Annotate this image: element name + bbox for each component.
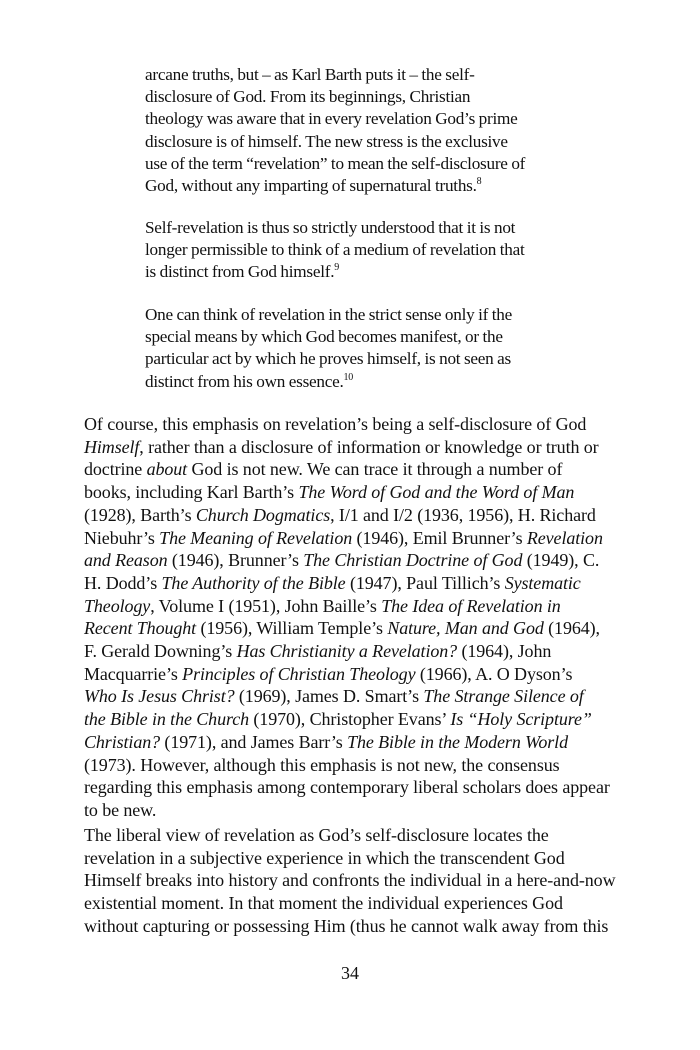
body-line: revelation in a subjective experience in which the transcendent God bbox=[84, 847, 565, 868]
quote-text: distinct from his own essence. bbox=[145, 371, 344, 391]
footnote-marker: 9 bbox=[334, 262, 340, 274]
body-line: Himself breaks into history and confronts the individual in a here-and-now bbox=[84, 870, 616, 891]
book-title-text: Church Dogmatics bbox=[195, 504, 331, 525]
body-paragraph-2 bbox=[84, 824, 644, 938]
body-line: (1973). However, although this emphasis is not new, the consensus bbox=[84, 754, 560, 775]
body-line bbox=[84, 595, 644, 618]
quote-text: God, without any imparting of supernatural truths. bbox=[145, 176, 477, 196]
book-title-text: the Bible in the Church bbox=[84, 709, 250, 730]
body-text: (1946), Emil Brunner’s bbox=[352, 527, 527, 548]
body-line bbox=[84, 436, 644, 459]
body-text: (1928), Barth’s bbox=[84, 504, 196, 525]
book-title-text: Is “Holy Scripture” bbox=[450, 709, 592, 730]
body-line bbox=[84, 458, 644, 481]
body-text: (1969), James D. Smart’s bbox=[234, 686, 424, 707]
quote-line: longer permissible to think of a medium of revelation that bbox=[145, 240, 525, 260]
quote-line: disclosure is of himself. The new stress is the exclusive bbox=[145, 131, 508, 151]
book-title-text: Recent Thought bbox=[84, 618, 197, 639]
body-text: Niebuhr’s bbox=[84, 527, 160, 548]
body-text: (1971), and James Barr’s bbox=[160, 731, 348, 752]
emphasis-text: about bbox=[146, 459, 188, 480]
quote-line bbox=[145, 371, 585, 393]
body-line: to be new. bbox=[84, 799, 157, 820]
body-line bbox=[84, 617, 644, 640]
book-title-text: Theology bbox=[84, 595, 151, 616]
book-title-text: The Bible in the Modern World bbox=[347, 731, 568, 752]
body-text: F. Gerald Downing’s bbox=[84, 641, 237, 662]
quote-line: special means by which God becomes manifest, or the bbox=[145, 327, 503, 347]
book-title-text: Who Is Jesus Christ? bbox=[84, 686, 235, 707]
book-title-text: Principles of Christian Theology bbox=[182, 663, 416, 684]
body-paragraph-1 bbox=[84, 413, 644, 822]
page-number: 34 bbox=[341, 963, 359, 983]
quote-text: is distinct from God himself. bbox=[145, 262, 335, 282]
quote-line: particular act by which he proves himself, is not seen as bbox=[145, 349, 511, 369]
body-text: doctrine bbox=[84, 459, 147, 480]
body-text: (1966), A. O Dyson’s bbox=[415, 663, 573, 684]
body-text: , Volume I (1951), John Baille’s bbox=[150, 595, 382, 616]
book-title-text: The Word of God and the Word of Man bbox=[298, 482, 575, 503]
body-text: (1949), C. bbox=[522, 550, 600, 571]
body-line bbox=[84, 731, 644, 754]
body-line bbox=[84, 663, 644, 686]
book-title-text: The Authority of the Bible bbox=[161, 572, 346, 593]
body-text: books, including Karl Barth’s bbox=[84, 482, 299, 503]
body-line bbox=[84, 708, 644, 731]
body-line: regarding this emphasis among contemporary liberal scholars does appear bbox=[84, 777, 610, 798]
body-text: (1956), William Temple’s bbox=[196, 618, 388, 639]
body-line bbox=[84, 685, 644, 708]
book-title-text: Revelation bbox=[526, 527, 603, 548]
block-quote-2 bbox=[145, 217, 585, 284]
body-text: , rather than a disclosure of information or knowledge or truth or bbox=[139, 436, 599, 457]
quote-line bbox=[145, 261, 585, 283]
body-text: (1970), Christopher Evans’ bbox=[249, 709, 451, 730]
footnote-marker: 8 bbox=[476, 176, 482, 188]
body-text: (1947), Paul Tillich’s bbox=[345, 572, 505, 593]
book-title-text: Himself bbox=[84, 436, 140, 457]
block-quote-1 bbox=[145, 64, 585, 197]
book-title-text: The Meaning of Revelation bbox=[159, 527, 353, 548]
body-line: without capturing or possessing Him (thus he cannot walk away from this bbox=[84, 915, 609, 936]
body-line bbox=[84, 640, 644, 663]
body-text: (1946), Brunner’s bbox=[167, 550, 304, 571]
body-text: (1964), John bbox=[457, 641, 552, 662]
quote-line: disclosure of God. From its beginnings, Christian bbox=[145, 87, 471, 107]
body-line bbox=[84, 504, 644, 527]
book-title-text: Christian? bbox=[84, 731, 161, 752]
quote-line: One can think of revelation in the strict sense only if the bbox=[145, 305, 512, 324]
body-text: Macquarrie’s bbox=[84, 663, 183, 684]
book-title-text: The Strange Silence of bbox=[423, 686, 584, 707]
body-text: (1964), bbox=[543, 618, 600, 639]
quote-line: use of the term “revelation” to mean the self-disclosure of bbox=[145, 153, 526, 173]
quote-line: Self-revelation is thus so strictly understood that it is not bbox=[145, 218, 516, 237]
body-line bbox=[84, 572, 644, 595]
body-text: God is not new. We can trace it through a number of bbox=[187, 459, 563, 480]
body-line bbox=[84, 549, 644, 572]
body-line: The liberal view of revelation as God’s self-disclosure locates the bbox=[84, 825, 549, 845]
body-line bbox=[84, 481, 644, 504]
block-quote-3 bbox=[145, 304, 585, 393]
body-text: , I/1 and I/2 (1936, 1956), H. Richard bbox=[330, 504, 596, 525]
book-title-text: and Reason bbox=[84, 550, 168, 571]
body-line: existential moment. In that moment the individual experiences God bbox=[84, 893, 563, 914]
quote-line: theology was aware that in every revelation God’s prime bbox=[145, 109, 518, 129]
book-title-text: Systematic bbox=[504, 572, 581, 593]
book-title-text: The Christian Doctrine of God bbox=[303, 550, 523, 571]
footnote-marker: 10 bbox=[343, 371, 354, 383]
quote-line bbox=[145, 175, 585, 197]
quote-line: arcane truths, but – as Karl Barth puts it – the self- bbox=[145, 65, 475, 84]
body-line: Of course, this emphasis on revelation’s being a self-disclosure of God bbox=[84, 414, 587, 434]
book-title-text: The Idea of Revelation in bbox=[381, 595, 561, 616]
body-text: H. Dodd’s bbox=[84, 572, 162, 593]
body-line bbox=[84, 527, 644, 550]
book-title-text: Nature, Man and God bbox=[387, 618, 544, 639]
book-title-text: Has Christianity a Revelation? bbox=[236, 641, 458, 662]
